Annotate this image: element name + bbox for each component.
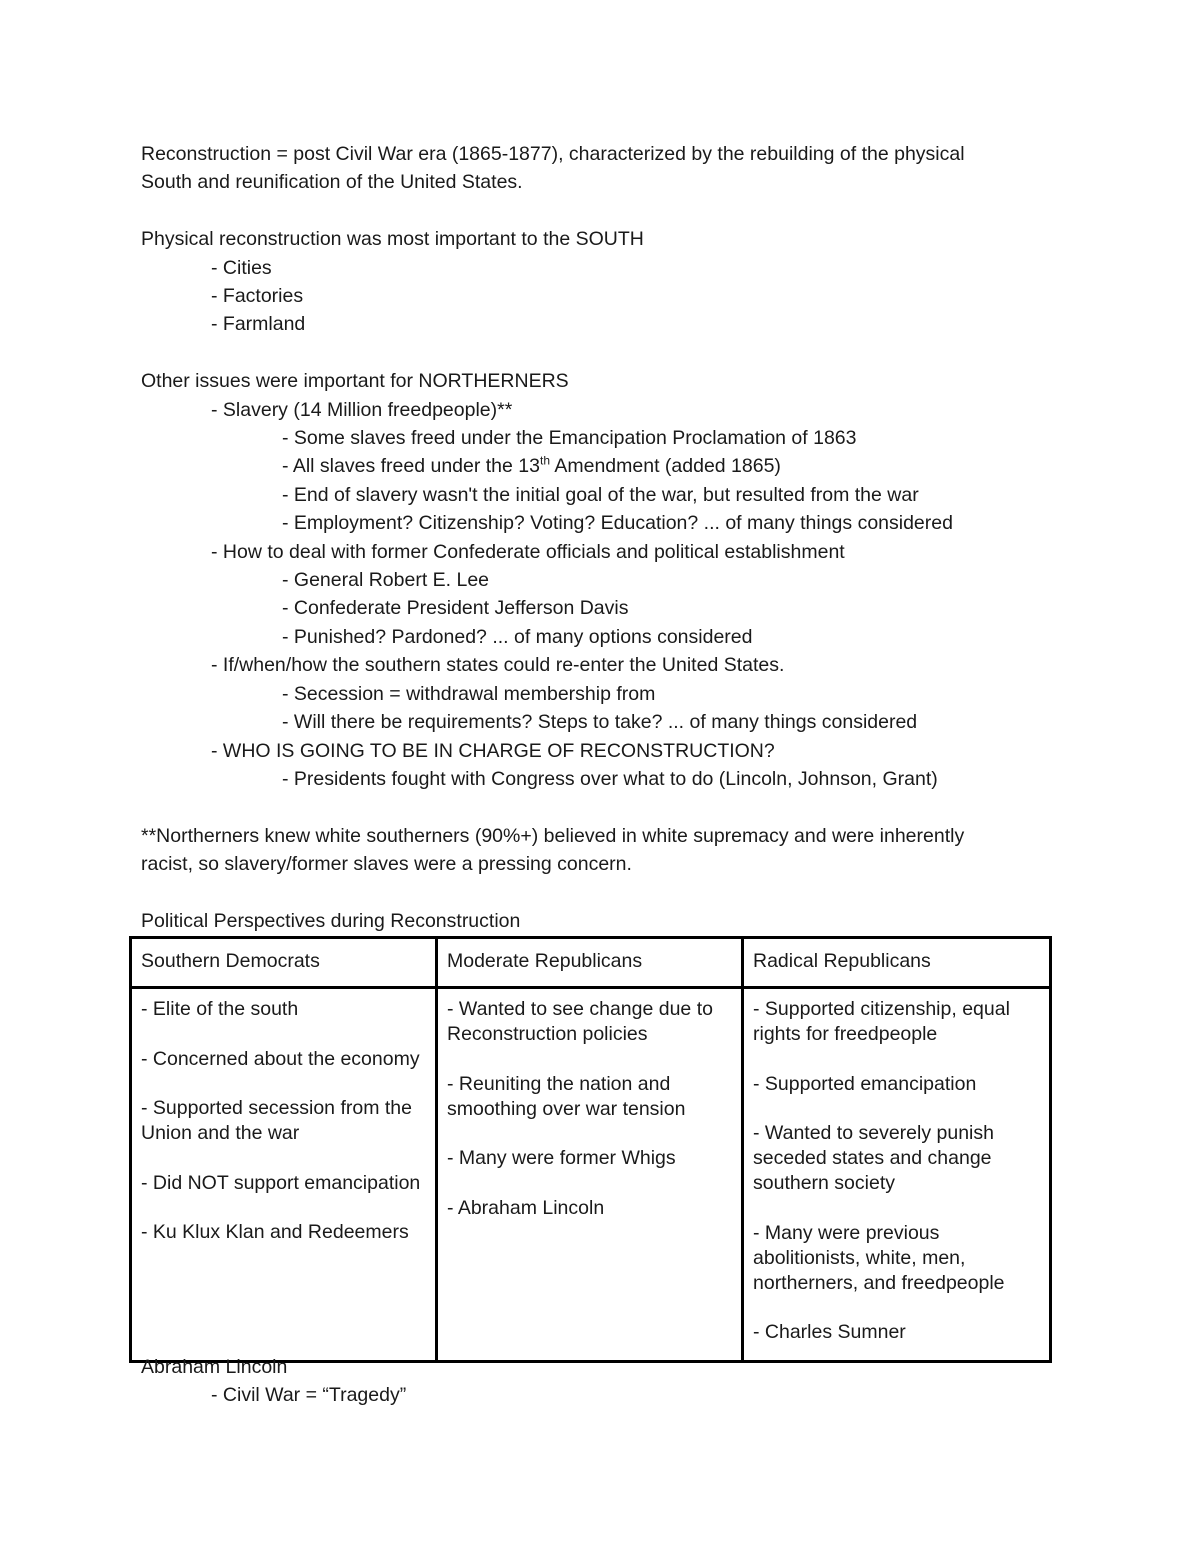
officials-sub-item: - General Robert E. Lee [282,569,490,592]
officials-item: - How to deal with former Confederate officials and political establishment [211,540,845,563]
cell-item: - Wanted to severely punish seceded states and change southern society [753,1122,994,1195]
slavery-item: - Slavery (14 Million freedpeople)** [211,398,513,421]
footnote-line-2: racist, so slavery/former slaves were a pressing concern. [141,853,632,876]
perspectives-table [129,936,1052,1363]
lincoln-item: - Civil War = “Tragedy” [211,1384,407,1407]
header-southern-democrats: Southern Democrats [131,938,437,988]
cell-item: - Many were previous abolitionists, white, men, northerners, and freedpeople [753,1221,1005,1294]
cell-item: - Supported emancipation [753,1072,977,1095]
radical-republicans-cell [743,988,1051,1362]
lincoln-section [141,1353,1061,1410]
table-header-row [131,938,1051,988]
cell-item: - Reuniting the nation and smoothing over war tension [447,1072,686,1120]
document-body [141,140,1061,935]
physical-item: - Cities [211,256,272,279]
table-caption: Political Perspectives during Reconstruction [141,909,521,932]
intro-line-2: South and reunification of the United States. [141,171,523,194]
cell-item: - Supported citizenship, equal rights for freedpeople [753,998,1010,1045]
header-moderate-republicans: Moderate Republicans [437,938,743,988]
cell-item: - Concerned about the economy [141,1047,420,1070]
slavery-sub-item: - End of slavery wasn't the initial goal of the war, but resulted from the war [282,483,919,506]
cell-item: - Wanted to see change due to Reconstruction policies [447,998,713,1045]
intro-line-1: Reconstruction = post Civil War era (1865-1877), characterized by the rebuilding of the physical [141,143,965,165]
header-radical-republicans: Radical Republicans [743,938,1051,988]
cell-item: - Many were former Whigs [447,1147,676,1170]
slavery-sub-item: - All slaves freed under the 13th Amendment (added 1865) [282,453,781,478]
officials-sub-item: - Confederate President Jefferson Davis [282,597,629,620]
table-body-row [131,988,1051,1362]
cell-item: - Charles Sumner [753,1321,906,1344]
cell-item: - Supported secession from the Union and the war [141,1097,412,1145]
reentry-item: - If/when/how the southern states could re-enter the United States. [211,654,785,677]
reentry-sub-item: - Secession = withdrawal membership from [282,682,656,705]
physical-heading: Physical reconstruction was most important to the SOUTH [141,228,644,251]
slavery-sub-item: - Employment? Citizenship? Voting? Education? ... of many things considered [282,512,953,535]
officials-sub-item: - Punished? Pardoned? ... of many options considered [282,625,753,648]
reentry-sub-item: - Will there be requirements? Steps to take? ... of many things considered [282,711,918,734]
cell-item: - Ku Klux Klan and Redeemers [141,1221,409,1244]
northern-heading: Other issues were important for NORTHERNERS [141,370,569,393]
southern-democrats-cell [131,988,437,1362]
moderate-republicans-cell [437,988,743,1362]
charge-item: - WHO IS GOING TO BE IN CHARGE OF RECONSTRUCTION? [211,739,775,762]
charge-sub-item: - Presidents fought with Congress over what to do (Lincoln, Johnson, Grant) [282,767,938,790]
physical-item: - Farmland [211,313,306,336]
cell-item: - Did NOT support emancipation [141,1171,421,1194]
cell-item: - Abraham Lincoln [447,1196,605,1219]
lincoln-heading: Abraham Lincoln [141,1356,288,1378]
cell-item: - Elite of the south [141,998,299,1020]
slavery-sub-item: - Some slaves freed under the Emancipation Proclamation of 1863 [282,427,857,450]
ordinal-suffix: th [540,453,551,468]
footnote-line-1: **Northerners knew white southerners (90%+) believed in white supremacy and were inherently [141,824,965,847]
physical-item: - Factories [211,285,304,308]
